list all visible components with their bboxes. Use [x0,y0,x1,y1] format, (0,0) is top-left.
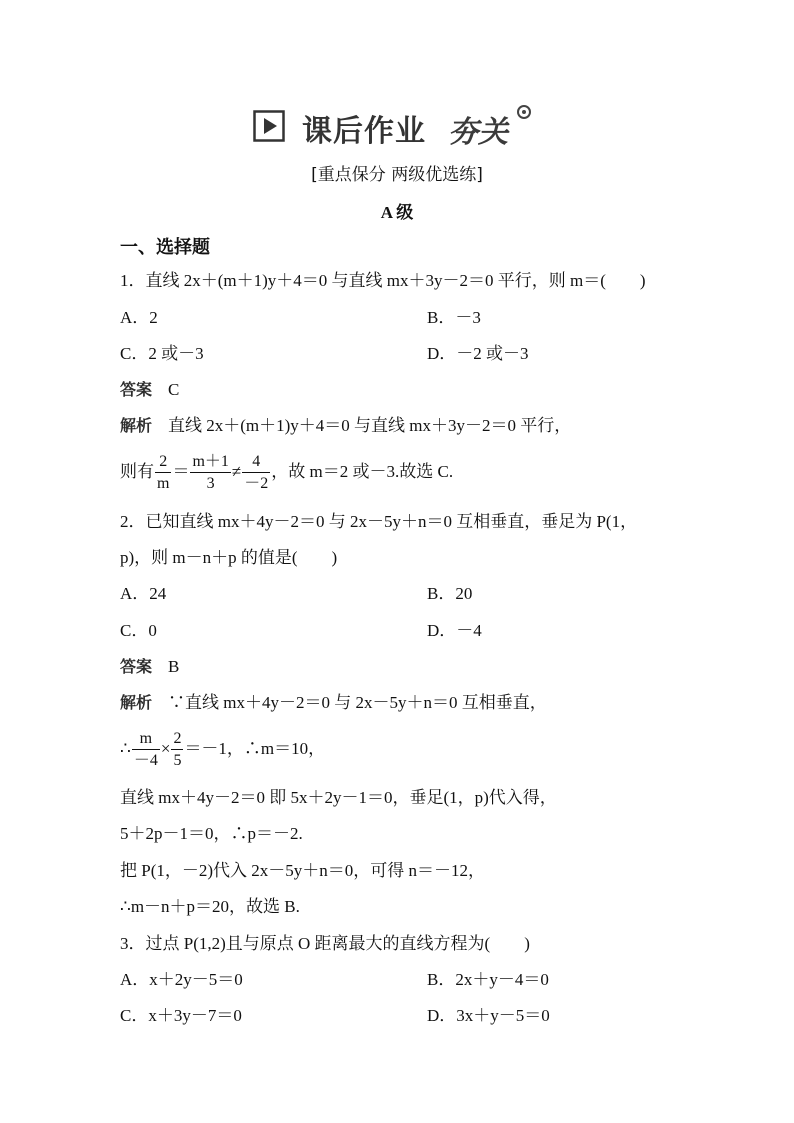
q2-stem-1: 2．已知直线 mx＋4y－2＝0 与 2x－5y＋n＝0 互相垂直，垂足为 P(1， [120,512,638,531]
q3-option-a: A．x＋2y－5＝0 [120,970,243,989]
subtitle: [重点保分 两级优选练] [311,165,483,185]
analysis-label: 解析 [120,693,153,712]
q1-option-a: A．2 [120,308,158,327]
answer-value: B [168,657,180,676]
level-heading: A 级 [380,203,414,222]
q2-analysis-5: 把 P(1，－2)代入 2x－5y＋n＝0，可得 n＝－12， [120,861,486,880]
fraction: $\frac{2}{5}$ [173,729,182,769]
q1-analysis-2: 则有 $\frac{2}{m}$ ＝ $\frac{m+1}{3}$ ≠ $\frac{4}{-2}$ ，故 m＝2 或－3.故选 C. [120,448,453,496]
page-title: 课后作业 [302,114,426,149]
q2-analysis-2: ∴ $\frac{m}{-4}$ × $\frac{2}{5}$ ＝－1，∴m＝10， [120,725,325,773]
answer-label: 答案 [120,657,153,676]
q2-option-a: A．24 [120,584,167,603]
q1-analysis-1: 解析 直线 2x＋(m＋1)y＋4＝0 与直线 mx＋3y－2＝0 平行， [120,416,572,435]
q3-stem: 3．过点 P(1,2)且与原点 O 距离最大的直线方程为( ) [120,934,530,953]
analysis-label: 解析 [120,416,153,435]
q2-answer [120,655,179,679]
brand-logo: 夯关 [448,115,508,150]
q3-option-b: B．2x＋y－4＝0 [427,970,549,989]
fraction: $\frac{m}{-4}$ [133,729,158,769]
q2-analysis-3: 直线 mx＋4y－2＝0 即 5x＋2y－1＝0，垂足(1，p)代入得， [120,788,557,807]
q2-option-c: C．0 [120,621,157,640]
play-icon [253,110,285,142]
q1-option-d: D．－2 或－3 [427,344,529,363]
q1-answer [120,378,179,402]
fraction: $\frac{m+1}{3}$ [192,452,229,492]
q1-stem: 1．直线 2x＋(m＋1)y＋4＝0 与直线 mx＋3y－2＝0 平行，则 m＝( ) [120,271,646,290]
q3-option-c: C．x＋3y－7＝0 [120,1006,242,1025]
q2-analysis-4: 5＋2p－1＝0，∴p＝－2. [120,824,303,843]
q2-option-d: D．－4 [427,621,482,640]
q3-option-d: D．3x＋y－5＝0 [427,1006,550,1025]
q2-analysis-1: 解析 ∵直线 mx＋4y－2＝0 与 2x－5y＋n＝0 互相垂直， [120,693,547,712]
q1-option-b: B．－3 [427,308,481,327]
gear-icon [516,104,532,120]
answer-value: C [168,380,180,399]
section-title: 一、选择题 [120,237,210,258]
q1-option-c: C．2 或－3 [120,344,204,363]
q2-option-b: B．20 [427,584,473,603]
q2-stem-2: p)，则 m－n＋p 的值是( ) [120,548,338,567]
fraction: $\frac{2}{m}$ [157,452,170,492]
q2-analysis-6: ∴m－n＋p＝20，故选 B. [120,897,300,916]
fraction: $\frac{4}{-2}$ [244,452,269,492]
answer-label: 答案 [120,380,153,399]
